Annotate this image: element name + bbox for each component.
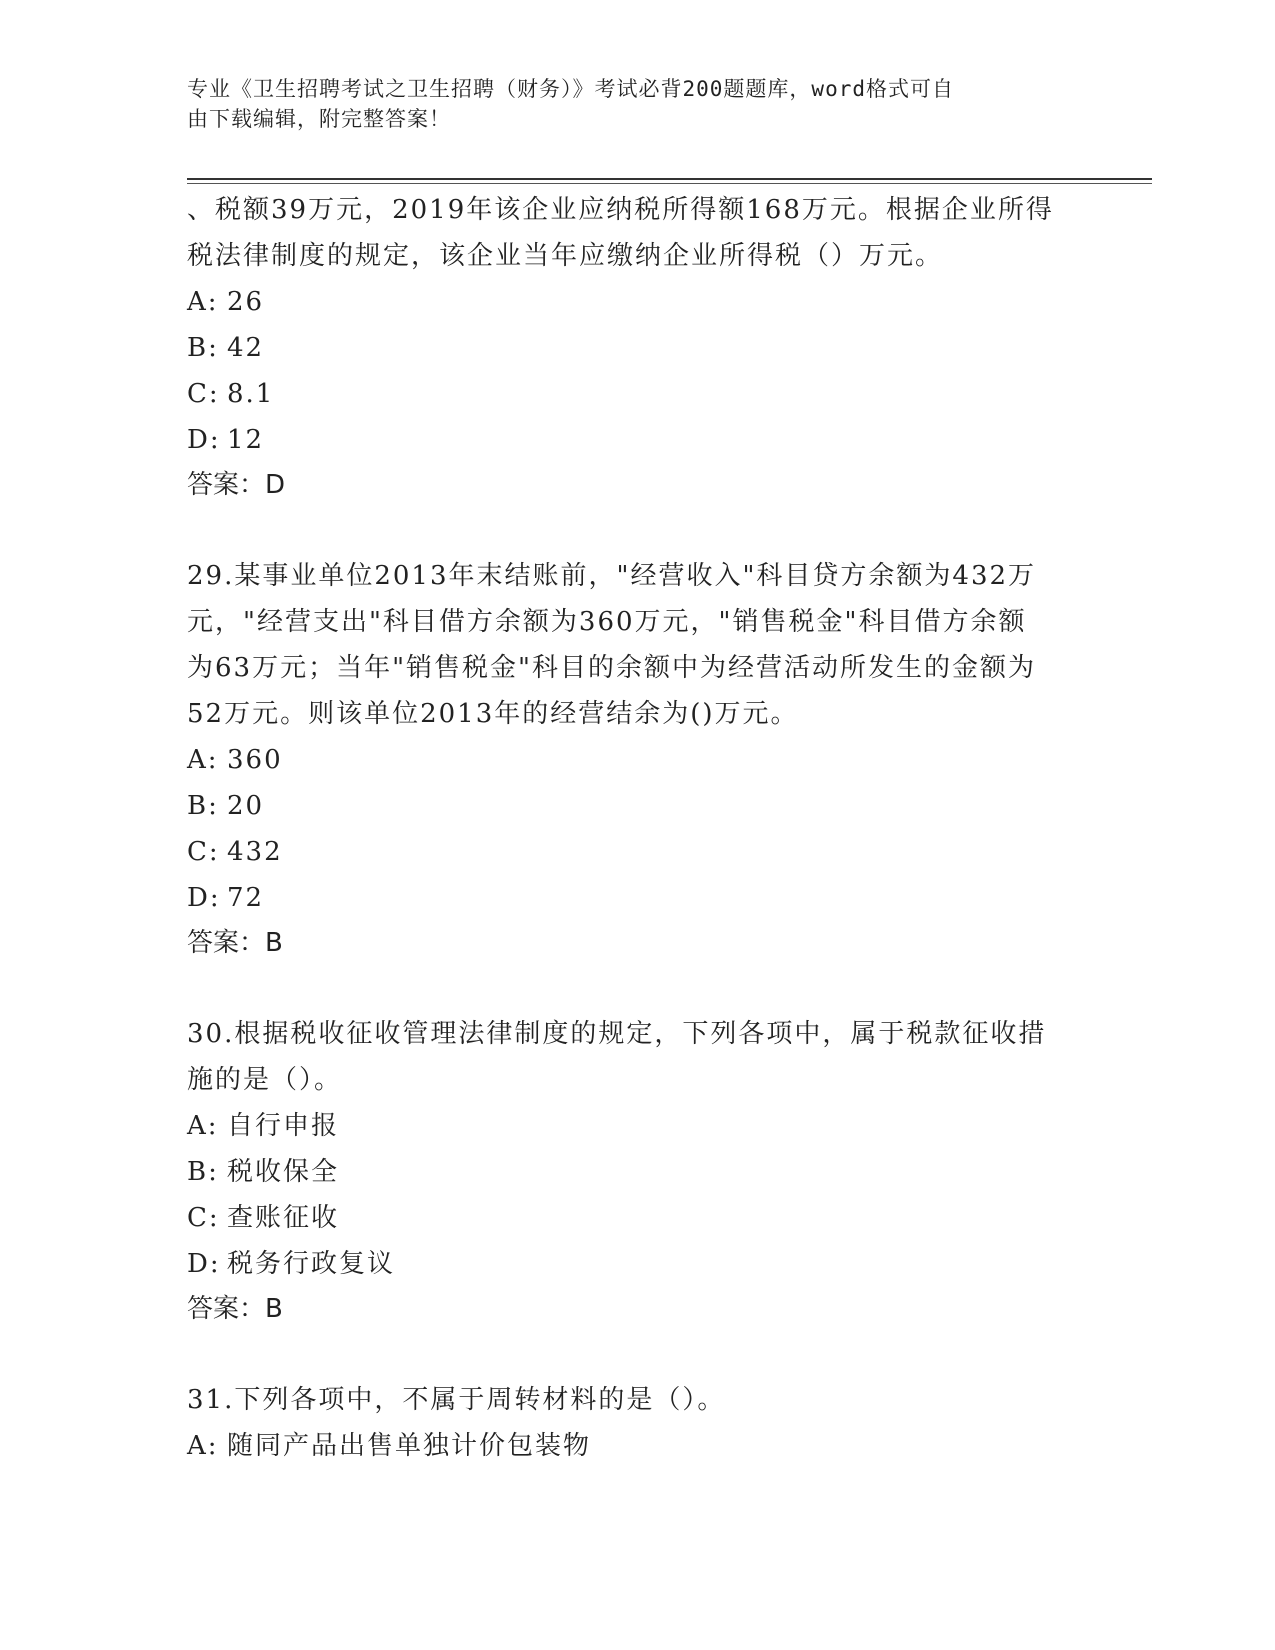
option-a	[187, 279, 1087, 325]
option-label: C:	[187, 379, 220, 409]
option-label: C:	[187, 837, 220, 867]
option-text: 自行申报	[227, 1111, 340, 1141]
question-29-text-line-2: 元，"经营支出"科目借方余额为360万元，"销售税金"科目借方余额	[187, 607, 1027, 637]
option-c	[187, 371, 1087, 417]
question-31	[187, 1377, 1087, 1469]
header-divider-thin	[187, 183, 1152, 184]
option-c	[187, 1195, 1087, 1241]
option-d	[187, 1241, 1087, 1287]
question-29-text-line-1: 29.某事业单位2013年末结账前，"经营收入"科目贷方余额为432万	[187, 561, 1037, 591]
option-a	[187, 1103, 1087, 1149]
option-b	[187, 325, 1087, 371]
question-list	[187, 187, 1087, 1469]
question-31-text-line-1: 31.下列各项中，不属于周转材料的是（）。	[187, 1385, 726, 1415]
question-29-answer: 答案：B	[187, 928, 283, 958]
option-label: A:	[187, 1111, 219, 1141]
header-line-2: 由下载编辑，附完整答案！	[187, 107, 451, 131]
question-28-answer: 答案：D	[187, 470, 286, 500]
option-text: 432	[227, 837, 283, 867]
question-28-text-line-2: 税法律制度的规定，该企业当年应缴纳企业所得税（）万元。	[187, 241, 944, 271]
option-label: B:	[187, 791, 219, 821]
option-text: 随同产品出售单独计价包装物	[227, 1431, 592, 1461]
question-29-text-line-4: 52万元。则该单位2013年的经营结余为()万元。	[187, 699, 799, 729]
option-label: D:	[187, 883, 221, 913]
option-text: 42	[227, 333, 265, 363]
option-b	[187, 1149, 1087, 1195]
header-divider-thick	[187, 178, 1152, 180]
question-29-text-line-3: 为63万元；当年"销售税金"科目的余额中为经营活动所发生的金额为	[187, 653, 1037, 683]
spacer	[187, 507, 1087, 553]
option-d	[187, 417, 1087, 463]
option-label: B:	[187, 1157, 219, 1187]
option-text: 查账征收	[227, 1203, 340, 1233]
option-b	[187, 783, 1087, 829]
option-a	[187, 1423, 1087, 1469]
option-label: A:	[187, 745, 219, 775]
option-text: 12	[227, 425, 265, 455]
question-28	[187, 187, 1087, 507]
option-d	[187, 875, 1087, 921]
option-label: D:	[187, 1249, 221, 1279]
spacer	[187, 1331, 1087, 1377]
option-label: C:	[187, 1203, 220, 1233]
option-text: 8.1	[227, 379, 275, 409]
option-a	[187, 737, 1087, 783]
option-text: 税收保全	[227, 1157, 340, 1187]
option-text: 72	[227, 883, 265, 913]
option-label: A:	[187, 1431, 219, 1461]
option-label: D:	[187, 425, 221, 455]
question-30-answer: 答案：B	[187, 1294, 283, 1324]
option-text: 360	[227, 745, 283, 775]
option-text: 20	[227, 791, 265, 821]
option-text: 税务行政复议	[227, 1249, 396, 1279]
question-28-text-line-1: 、税额39万元，2019年该企业应纳税所得额168万元。根据企业所得	[187, 195, 1054, 225]
option-c	[187, 829, 1087, 875]
header-line-1: 专业《卫生招聘考试之卫生招聘（财务）》考试必背200题题库，word格式可自	[187, 77, 954, 101]
question-30-text-line-2: 施的是（）。	[187, 1065, 343, 1095]
option-label: B:	[187, 333, 219, 363]
question-30-text-line-1: 30.根据税收征收管理法律制度的规定，下列各项中，属于税款征收措	[187, 1019, 1047, 1049]
question-30	[187, 1011, 1087, 1331]
option-text: 26	[227, 287, 265, 317]
question-29	[187, 553, 1087, 965]
option-label: A:	[187, 287, 219, 317]
document-header	[187, 74, 1067, 134]
spacer	[187, 965, 1087, 1011]
